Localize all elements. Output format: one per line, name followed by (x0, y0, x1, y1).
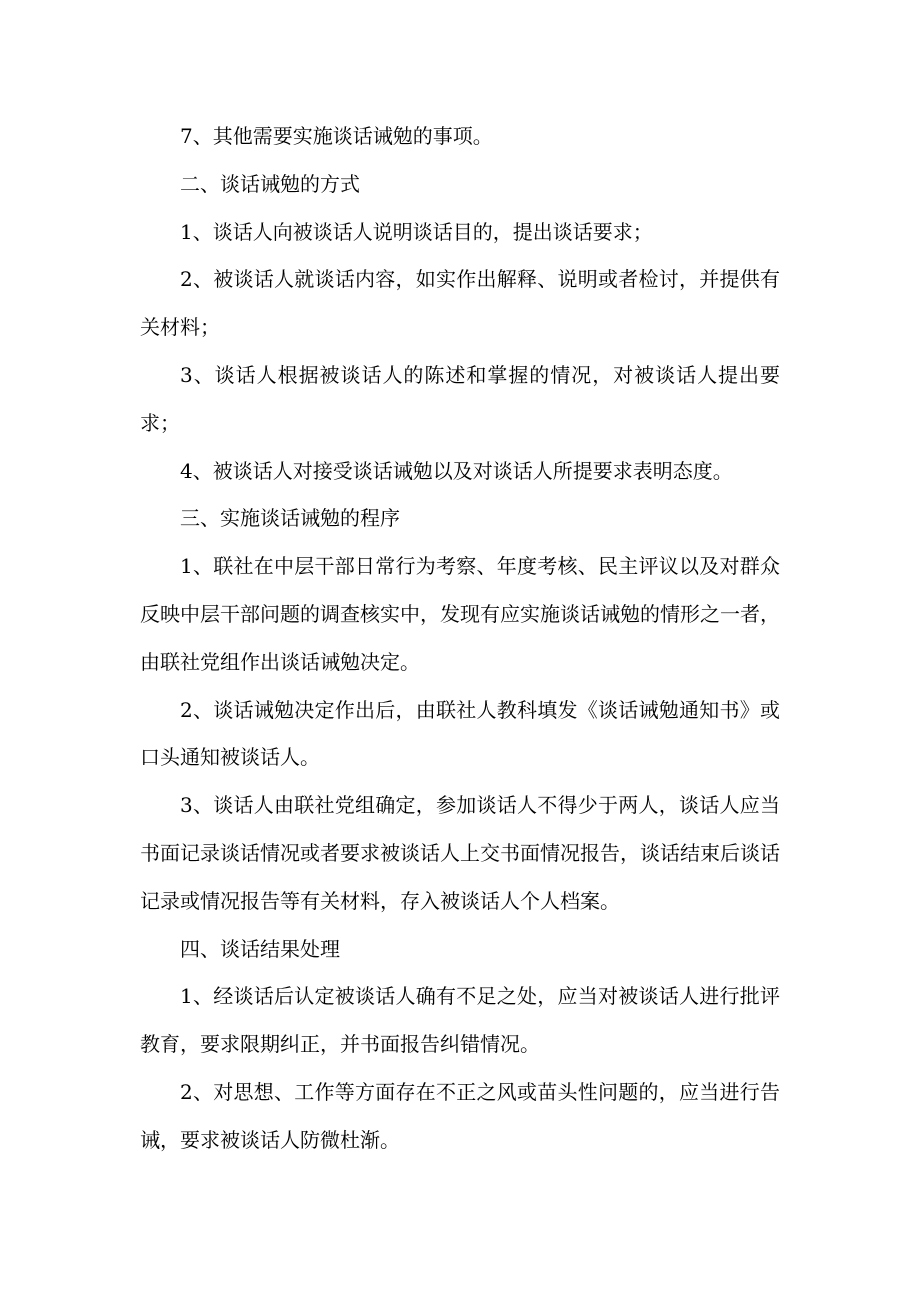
paragraph-result-2: 2、对思想、工作等方面存在不正之风或苗头性问题的，应当进行告诫，要求被谈话人防微杜渐。 (140, 1079, 780, 1152)
paragraph-method-4: 4、被谈话人对接受谈话诫勉以及对谈话人所提要求表明态度。 (180, 458, 733, 483)
paragraph-procedure-3: 3、谈话人由联社党组确定，参加谈话人不得少于两人，谈话人应当书面记录谈话情况或者要求被谈话人上交书面情况报告，谈话结束后谈话记录或情况报告等有关材料，存入被谈话人个人档案。 (140, 793, 780, 913)
section-heading-2: 二、谈话诫勉的方式 (180, 171, 360, 196)
section-heading-3: 三、实施谈话诫勉的程序 (180, 506, 400, 531)
section-heading-4: 四、谈话结果处理 (180, 936, 340, 961)
document-body (140, 113, 780, 1165)
paragraph-procedure-1: 1、联社在中层干部日常行为考察、年度考核、民主评议以及对群众反映中层干部问题的调查核实中，发现有应实施谈话诫勉的情形之一者，由联社党组作出谈话诫勉决定。 (140, 554, 780, 674)
paragraph-method-1: 1、谈话人向被谈话人说明谈话目的，提出谈话要求； (180, 219, 653, 244)
paragraph-method-2: 2、被谈话人就谈话内容，如实作出解释、说明或者检讨，并提供有关材料； (140, 267, 780, 340)
paragraph-method-3: 3、谈话人根据被谈话人的陈述和掌握的情况，对被谈话人提出要求； (140, 362, 780, 435)
paragraph-result-1: 1、经谈话后认定被谈话人确有不足之处，应当对被谈话人进行批评教育，要求限期纠正，并书面报告纠错情况。 (140, 984, 780, 1057)
paragraph-procedure-2: 2、谈话诫勉决定作出后，由联社人教科填发《谈话诫勉通知书》或口头通知被谈话人。 (140, 697, 780, 770)
paragraph-item-7: 7、其他需要实施谈话诫勉的事项。 (180, 124, 493, 148)
